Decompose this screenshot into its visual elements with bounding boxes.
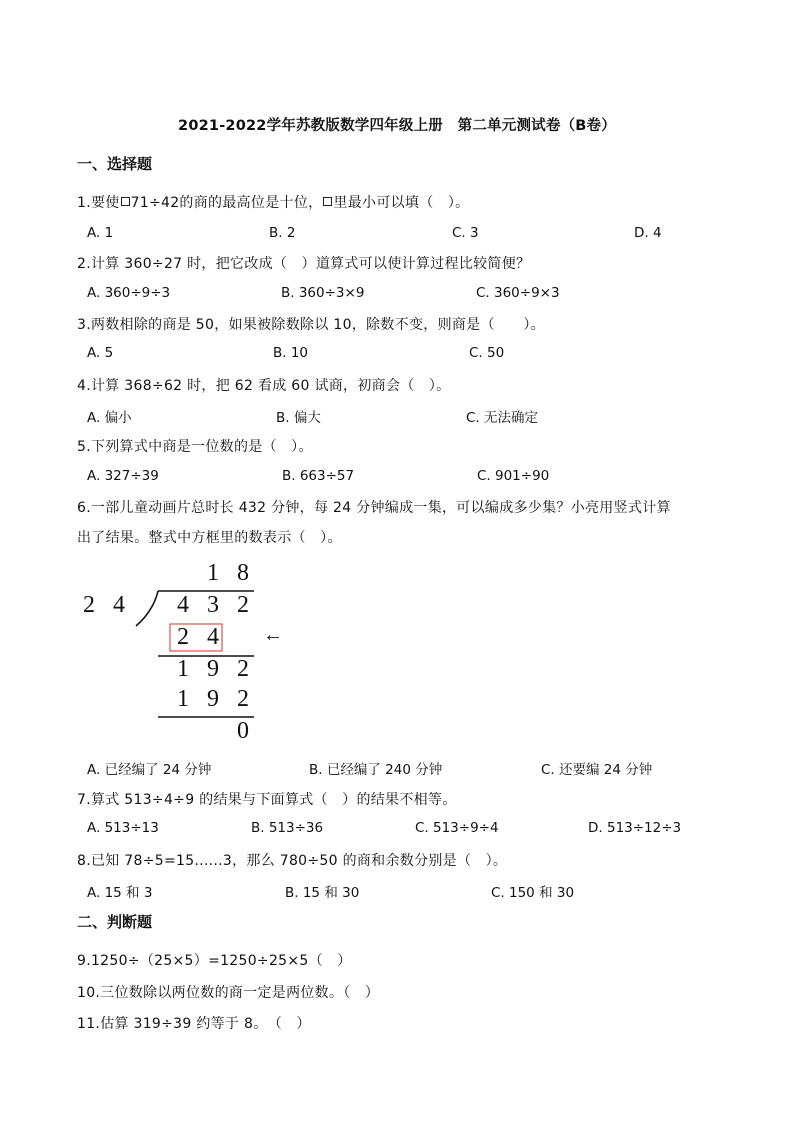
question-4-stem: 4.计算 368÷62 时，把 62 看成 60 试商，初商会（ ）。 bbox=[77, 378, 451, 394]
q2-option-b[interactable]: B. 360÷3×9 bbox=[281, 285, 365, 301]
question-5-stem: 5.下列算式中商是一位数的是（ ）。 bbox=[77, 439, 313, 455]
step2-digit: 2 bbox=[237, 656, 249, 682]
blank-square-icon bbox=[323, 197, 332, 206]
q1-stem-before: 1.要使 bbox=[77, 195, 120, 211]
question-3-stem: 3.两数相除的商是 50，如果被除数除以 10，除数不变，则商是（ ）。 bbox=[77, 317, 545, 333]
question-6-stem-line2: 出了结果。整式中方框里的数表示（ ）。 bbox=[77, 530, 342, 546]
q1-stem-after: 里最小可以填（ ）。 bbox=[333, 195, 470, 211]
arrow-left-icon: ← bbox=[263, 624, 283, 646]
step1-digit: 2 bbox=[177, 624, 189, 650]
q1-option-c[interactable]: C. 3 bbox=[452, 225, 479, 241]
question-1-stem bbox=[77, 192, 469, 212]
division-bracket bbox=[136, 591, 158, 626]
page-title: 2021-2022学年苏教版数学四年级上册 第二单元测试卷（B卷） bbox=[178, 118, 616, 134]
q6-option-b[interactable]: B. 已经编了 240 分钟 bbox=[309, 762, 443, 778]
q8-option-c[interactable]: C. 150 和 30 bbox=[491, 885, 575, 901]
q5-option-b[interactable]: B. 663÷57 bbox=[282, 468, 355, 484]
divisor-digit: 4 bbox=[113, 592, 125, 618]
q4-option-c[interactable]: C. 无法确定 bbox=[466, 410, 539, 426]
long-division-figure bbox=[70, 560, 310, 750]
quotient-digit: 8 bbox=[237, 560, 249, 586]
q3-option-b[interactable]: B. 10 bbox=[273, 345, 309, 361]
q6-option-c[interactable]: C. 还要编 24 分钟 bbox=[541, 762, 653, 778]
step3-digit: 9 bbox=[207, 686, 219, 712]
q3-option-c[interactable]: C. 50 bbox=[469, 345, 505, 361]
q7-option-c[interactable]: C. 513÷9÷4 bbox=[415, 820, 499, 836]
q1-stem-mid: 71÷42的商的最高位是十位， bbox=[130, 195, 323, 211]
q8-option-b[interactable]: B. 15 和 30 bbox=[285, 885, 360, 901]
step2-digit: 9 bbox=[207, 656, 219, 682]
q1-option-b[interactable]: B. 2 bbox=[269, 225, 296, 241]
step3-digit: 2 bbox=[237, 686, 249, 712]
q1-option-a[interactable]: A. 1 bbox=[87, 225, 114, 241]
section-heading-choice: 一、选择题 bbox=[77, 155, 153, 173]
question-8-stem: 8.已知 78÷5=15......3，那么 780÷50 的商和余数分别是（ ）。 bbox=[77, 853, 508, 869]
q1-option-d[interactable]: D. 4 bbox=[634, 225, 662, 241]
q4-option-b[interactable]: B. 偏大 bbox=[276, 410, 321, 426]
question-2-stem: 2.计算 360÷27 时，把它改成（ ）道算式可以使计算过程比较简便？ bbox=[77, 256, 531, 272]
dividend-digit: 4 bbox=[177, 592, 189, 618]
q7-option-b[interactable]: B. 513÷36 bbox=[251, 820, 324, 836]
step3-digit: 1 bbox=[177, 686, 189, 712]
question-7-stem: 7.算式 513÷4÷9 的结果与下面算式（ ）的结果不相等。 bbox=[77, 792, 457, 808]
q5-option-c[interactable]: C. 901÷90 bbox=[477, 468, 550, 484]
q7-option-d[interactable]: D. 513÷12÷3 bbox=[588, 820, 682, 836]
q2-option-a[interactable]: A. 360÷9÷3 bbox=[87, 285, 171, 301]
q4-option-a[interactable]: A. 偏小 bbox=[87, 410, 132, 426]
divisor-digit: 2 bbox=[83, 592, 95, 618]
dividend-digit: 2 bbox=[237, 592, 249, 618]
step2-digit: 1 bbox=[177, 656, 189, 682]
question-9-stem: 9.1250÷（25×5）=1250÷25×5（ ） bbox=[77, 953, 352, 969]
q7-option-a[interactable]: A. 513÷13 bbox=[87, 820, 159, 836]
dividend-digit: 3 bbox=[207, 592, 219, 618]
q8-option-a[interactable]: A. 15 和 3 bbox=[87, 885, 153, 901]
q5-option-a[interactable]: A. 327÷39 bbox=[87, 468, 159, 484]
question-6-stem-line1: 6.一部儿童动画片总时长 432 分钟，每 24 分钟编成一集，可以编成多少集？小亮用竖式计算 bbox=[77, 500, 671, 516]
q6-option-a[interactable]: A. 已经编了 24 分钟 bbox=[87, 762, 212, 778]
quotient-digit: 1 bbox=[207, 560, 219, 586]
section-heading-judge: 二、判断题 bbox=[77, 913, 153, 931]
q3-option-a[interactable]: A. 5 bbox=[87, 345, 114, 361]
question-10-stem: 10.三位数除以两位数的商一定是两位数。（ ） bbox=[77, 985, 380, 1001]
q2-option-c[interactable]: C. 360÷9×3 bbox=[476, 285, 560, 301]
remainder-digit: 0 bbox=[237, 718, 249, 744]
step1-digit: 4 bbox=[207, 624, 219, 650]
question-11-stem: 11.估算 319÷39 约等于 8。 （ ） bbox=[77, 1016, 311, 1032]
blank-square-icon bbox=[121, 197, 130, 206]
division-lines bbox=[70, 560, 310, 750]
highlight-box bbox=[170, 624, 222, 651]
